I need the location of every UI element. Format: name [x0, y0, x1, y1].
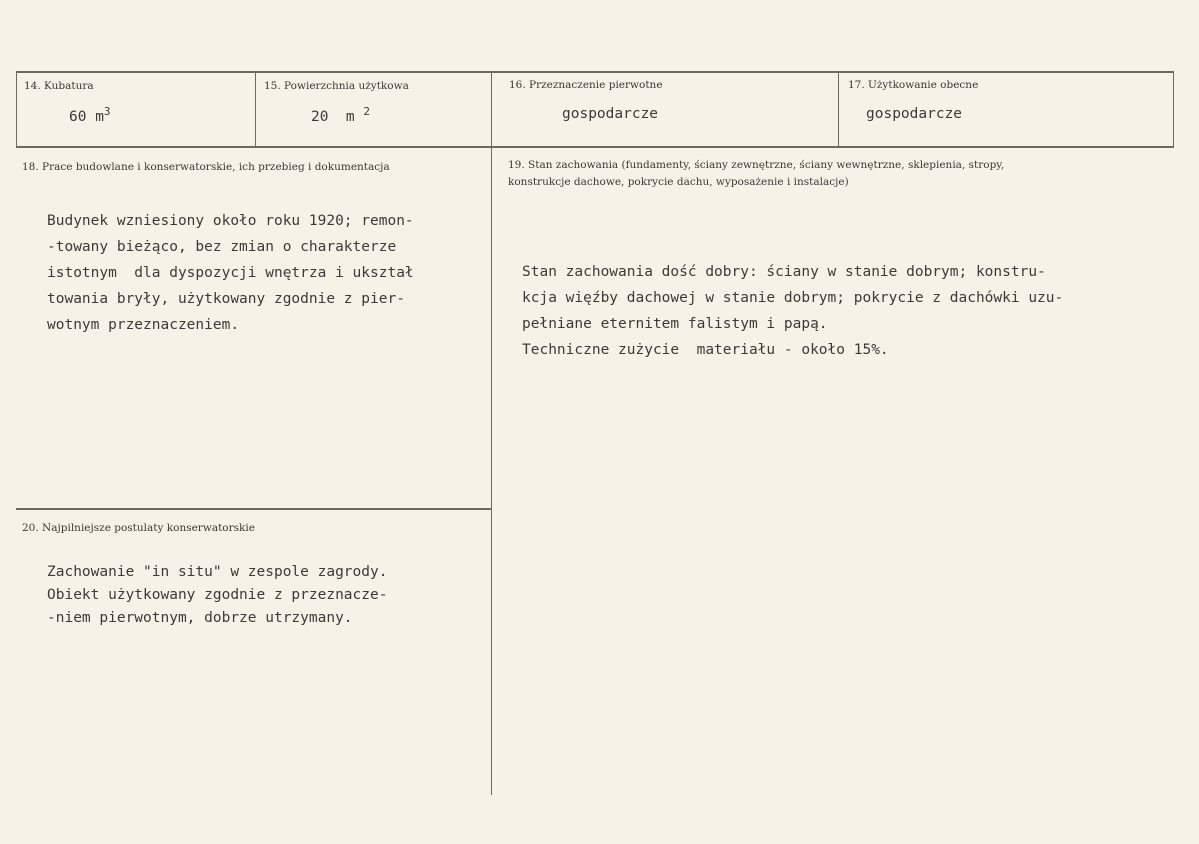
stan-zachowania-label-1: 19. Stan zachowania (fundamenty, ściany zewnętrzne, ściany wewnętrzne, sklepienia, stropy, [508, 159, 1005, 171]
kubatura-label: 14. Kubatura [24, 80, 94, 92]
kubatura-number: 60 m [69, 108, 104, 125]
postulaty-line-3: -niem pierwotnym, dobrze utrzymany. [47, 610, 353, 626]
right-border-line [1173, 71, 1174, 148]
uzytkowanie-value: gospodarcze [866, 106, 963, 122]
divider-16-17 [838, 71, 839, 148]
prace-line-4: towania bryły, użytkowany zgodnie z pier- [47, 291, 405, 307]
postulaty-line-1: Zachowanie "in situ" w zespole zagrody. [47, 564, 388, 580]
prace-line-5: wotnym przeznaczeniem. [47, 317, 240, 333]
powierzchnia-label: 15. Powierzchnia użytkowa [264, 80, 409, 92]
prace-line-2: -towany bieżąco, bez zmian o charakterze [47, 239, 397, 255]
przeznaczenie-label: 16. Przeznaczenie pierwotne [509, 79, 663, 91]
center-divider-line [491, 148, 492, 795]
przeznaczenie-value: gospodarcze [562, 106, 659, 122]
postulaty-line-2: Obiekt użytkowany zgodnie z przeznacze- [47, 587, 388, 603]
prace-budowlane-label: 18. Prace budowlane i konserwatorskie, ich przebieg i dokumentacja [22, 161, 390, 173]
postulaty-label: 20. Najpilniejsze postulaty konserwatorskie [22, 522, 255, 534]
top-border-line [16, 71, 1174, 73]
prace-line-1: Budynek wzniesiony około roku 1920; remon- [47, 213, 414, 229]
stan-zachowania-label-2: konstrukcje dachowe, pokrycie dachu, wyposażenie i instalacje) [508, 176, 849, 188]
stan-line-3: pełniane eternitem falistym i papą. [522, 316, 828, 332]
powierzchnia-value [311, 99, 370, 130]
divider-15-16 [491, 71, 492, 148]
kubatura-unit-exponent: 3 [103, 105, 111, 118]
powierzchnia-unit-exponent: 2 [363, 105, 371, 118]
kubatura-value [69, 99, 111, 130]
stan-line-4: Techniczne zużycie materiału - około 15%. [522, 342, 889, 358]
row1-bottom-line [16, 146, 1174, 148]
left-border-line [16, 71, 17, 148]
uzytkowanie-label: 17. Użytkowanie obecne [848, 79, 979, 91]
prace-line-3: istotnym dla dyspozycji wnętrza i ukształ [47, 265, 414, 281]
field18-bottom-line [16, 508, 491, 510]
powierzchnia-number: 20 m [311, 108, 355, 125]
divider-14-15 [255, 71, 256, 148]
stan-line-1: Stan zachowania dość dobry: ściany w stanie dobrym; konstru- [522, 264, 1046, 280]
stan-line-2: kcja więźby dachowej w stanie dobrym; pokrycie z dachówki uzu- [522, 290, 1064, 306]
